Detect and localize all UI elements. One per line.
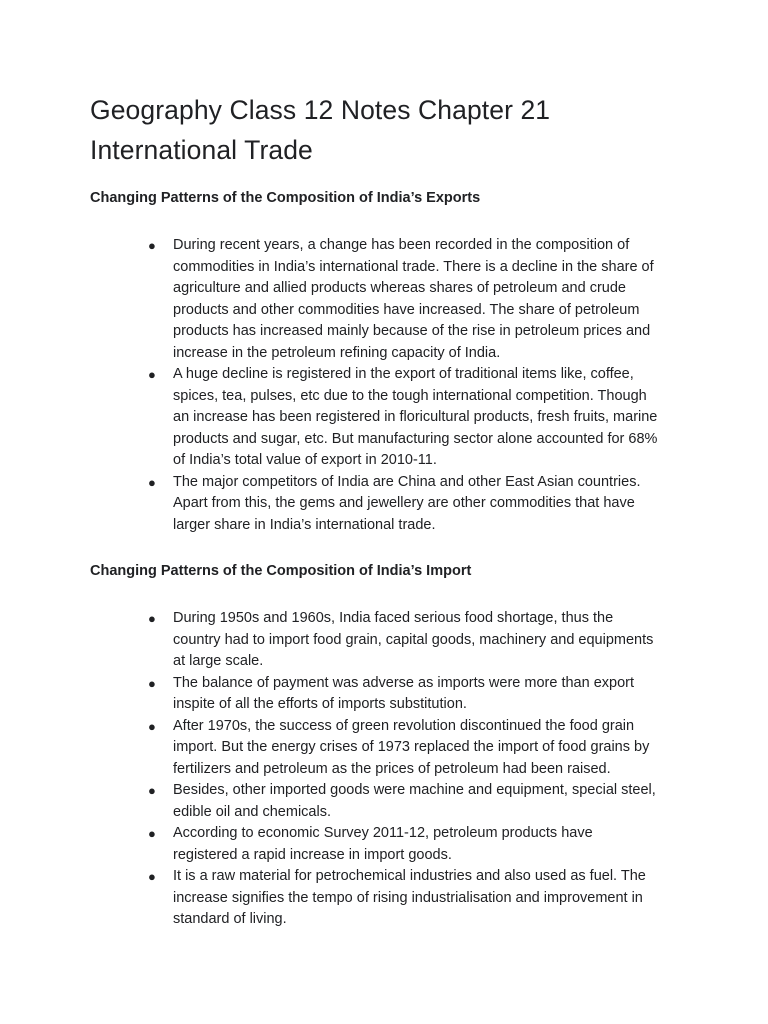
list-item: [148, 866, 658, 931]
bullet-icon: ●: [148, 718, 156, 734]
list-item-text: According to economic Survey 2011-12, petroleum products have registered a rapid increase in import goods.: [173, 825, 593, 863]
list-item: [148, 716, 658, 781]
bullet-icon: ●: [148, 869, 156, 884]
list-item-text: The balance of payment was adverse as imports were more than export inspite of all the efforts of imports substitution.: [173, 674, 635, 712]
page-title-line-1: Geography Class 12 Notes Chapter 21: [90, 95, 551, 125]
list-item-text: The major competitors of India are China and other East Asian countries. Apart from this, the gems and jewellery are other commodities that have larger share in India’s international trade.: [173, 473, 641, 533]
list-item-text: A huge decline is registered in the export of traditional items like, coffee, spices, tea, pulses, etc due to the tough international competition. Though an increase has been registered in floricultural products, fresh fruits, marine products and sugar, etc. But manufacturing sector alone accounted for 68% of India’s total value of export in 2010-11.: [173, 366, 658, 468]
list-item-text: During recent years, a change has been recorded in the composition of commodities in India’s international trade. There is a decline in the share of agriculture and allied products whereas shares of petroleum and crude products and other commodities have increased. The share of petroleum products has increased mainly because of the rise in petroleum prices and increase in the petroleum refining capacity of India.: [173, 237, 654, 361]
list-item: [148, 823, 658, 866]
list-item: [148, 364, 658, 472]
bullet-icon: ●: [148, 611, 156, 626]
list-item: [148, 235, 658, 364]
exports-bullet-list: [148, 235, 658, 536]
list-item: [148, 780, 658, 823]
page-title-line-2: International Trade: [90, 135, 313, 165]
bullet-icon: ●: [148, 783, 156, 798]
bullet-icon: ●: [148, 238, 156, 253]
page-title: [90, 90, 690, 170]
bullet-icon: ●: [148, 826, 156, 841]
bullet-icon: ●: [148, 367, 156, 382]
bullet-icon: ●: [148, 474, 156, 490]
list-item-text: It is a raw material for petrochemical industries and also used as fuel. The increase signifies the tempo of rising industrialisation and improvement in standard of living.: [173, 868, 646, 927]
list-item: [148, 608, 658, 673]
document-page: [90, 90, 690, 927]
list-item-text: Besides, other imported goods were machine and equipment, special steel, edible oil and chemicals.: [173, 782, 656, 820]
list-item-text: During 1950s and 1960s, India faced serious food shortage, thus the country had to import food grain, capital goods, machinery and equipments at large scale.: [173, 610, 654, 669]
list-item-text: After 1970s, the success of green revolution discontinued the food grain import. But the energy crises of 1973 replaced the import of food grains by fertilizers and petroleum as the prices of petroleum had been raised.: [173, 717, 650, 777]
list-item: [148, 673, 658, 716]
section-heading-imports: Changing Patterns of the Composition of India’s Import: [90, 563, 472, 579]
list-item: [148, 472, 658, 537]
imports-bullet-list: [148, 608, 658, 931]
bullet-icon: ●: [148, 675, 156, 691]
section-heading-exports: Changing Patterns of the Composition of India’s Exports: [90, 190, 481, 206]
